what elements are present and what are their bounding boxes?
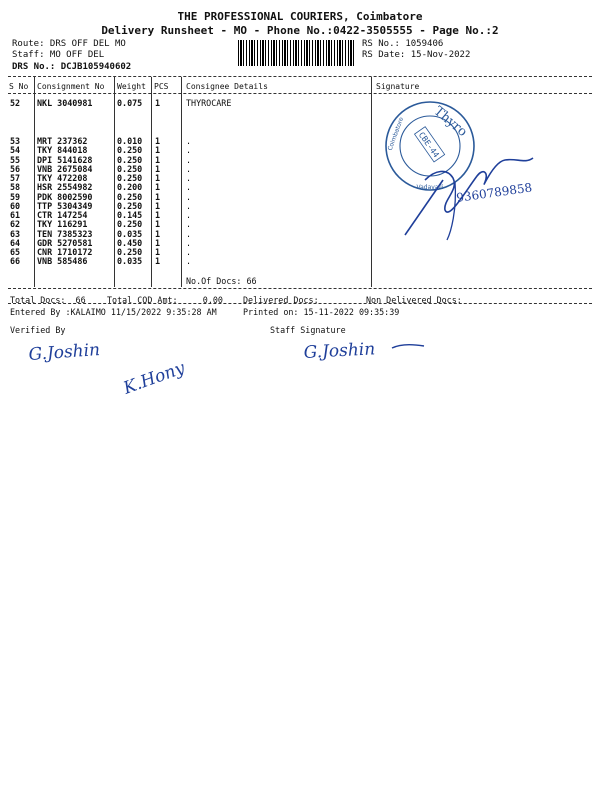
cell-sno: 65 (10, 247, 21, 257)
cell-consignment: TKY 472208 (37, 173, 88, 183)
column-header-signature: Signature (376, 82, 420, 91)
cell-sno: 55 (10, 154, 21, 165)
drs-number: DRS No.: DCJB105940602 (12, 62, 132, 72)
column-divider (371, 77, 372, 287)
cell-weight: 0.035 (117, 256, 143, 267)
column-header-consignee: Consignee Details (186, 82, 268, 91)
cell-consignee: . (186, 219, 192, 230)
rs-number: RS No.: 1059406 (362, 39, 444, 49)
stamp-lower-text: Vadavalli (416, 184, 444, 191)
cell-consignee: . (186, 256, 192, 267)
cell-consignee: . (186, 145, 192, 156)
cell-sno: 66 (10, 256, 21, 267)
rs-date: RS Date: 15-Nov-2022 (362, 50, 471, 60)
cell-consignee: . (186, 247, 192, 257)
column-divider (151, 77, 152, 287)
column-divider (181, 77, 182, 287)
staff-name: G.Joshin (303, 339, 376, 363)
cell-consignment: GDR 5270581 (37, 237, 93, 248)
cell-pcs: 1 (155, 136, 161, 146)
cell-consignment: DPI 5141628 (37, 154, 93, 165)
cell-consignment: HSR 2554982 (37, 182, 93, 193)
cell-sno: 64 (10, 237, 21, 248)
signature-phone: 9360789858 (455, 180, 534, 205)
cell-consignment: TKY 116291 (37, 219, 88, 230)
cell-consignee: . (186, 237, 192, 248)
cell-consignee: . (186, 173, 192, 183)
cell-weight: 0.250 (117, 219, 143, 230)
cell-sno: 52 (10, 98, 21, 108)
cell-consignee: . (186, 163, 192, 174)
cell-consignee: . (186, 136, 192, 146)
table-top-rule (8, 76, 592, 77)
cell-pcs: 1 (155, 145, 161, 156)
cell-pcs: 1 (155, 191, 161, 202)
cell-weight: 0.250 (117, 145, 143, 156)
cell-weight: 0.250 (117, 191, 143, 202)
verified-by-label: Verified By (10, 325, 66, 335)
cell-weight: 0.250 (117, 200, 143, 211)
stamp-brand: Thyro (430, 103, 470, 140)
verified-name: G.Joshin (27, 340, 101, 365)
cell-consignment: MRT 237362 (37, 136, 88, 146)
cell-weight: 0.450 (117, 237, 143, 248)
cell-pcs: 1 (155, 163, 161, 174)
cell-consignee: . (186, 200, 192, 211)
column-header-weight: Weight (117, 82, 146, 91)
cell-sno: 59 (10, 191, 21, 202)
cell-consignment: TTP 5304349 (37, 200, 93, 211)
cell-consignment: CNR 1710172 (37, 247, 93, 257)
cell-weight: 0.250 (117, 173, 143, 183)
cell-consignee: . (186, 210, 192, 220)
cell-consignment: VNB 585486 (37, 256, 88, 267)
cell-weight: 0.075 (117, 98, 143, 108)
column-header-sno: S No (9, 82, 29, 91)
cell-consignment: TKY 844018 (37, 145, 88, 156)
cell-consignee: THYROCARE (186, 98, 232, 108)
staff-label: Staff: MO OFF DEL (12, 50, 105, 60)
delivered-docs: Delivered Docs: (243, 295, 319, 305)
cell-weight: 0.200 (117, 182, 143, 193)
cell-pcs: 1 (155, 237, 161, 248)
cell-weight: 0.250 (117, 247, 143, 257)
cell-sno: 53 (10, 136, 21, 146)
cell-pcs: 1 (155, 228, 161, 239)
cell-sno: 58 (10, 182, 21, 193)
cell-consignment: TEN 7385323 (37, 228, 93, 239)
stamp-left-text: Coimbatore (386, 116, 406, 152)
cell-weight: 0.250 (117, 163, 143, 174)
cell-sno: 54 (10, 145, 21, 156)
column-divider (34, 77, 35, 287)
cell-sno: 62 (10, 219, 21, 230)
cell-consignment: NKL 3040981 (37, 98, 93, 108)
cell-consignee: . (186, 228, 192, 239)
staff-signature-label: Staff Signature (270, 325, 346, 335)
table-bottom-rule (8, 288, 592, 289)
entered-by: Entered By :KALAIMO 11/15/2022 9:35:28 AM (10, 307, 217, 317)
footer-rule (8, 303, 592, 304)
cell-pcs: 1 (155, 219, 161, 230)
barcode-image (238, 40, 356, 66)
cell-pcs: 1 (155, 182, 161, 193)
cell-sno: 56 (10, 163, 21, 174)
cell-pcs: 1 (155, 200, 161, 211)
printed-on: Printed on: 15-11-2022 09:35:39 (243, 307, 400, 317)
cell-sno: 63 (10, 228, 21, 239)
delivery-signature (385, 140, 575, 250)
column-header-consignment: Consignment No (37, 82, 105, 91)
cell-pcs: 1 (155, 98, 161, 108)
cell-sno: 61 (10, 210, 21, 220)
cell-weight: 0.250 (117, 154, 143, 165)
second-name: K.Hony (120, 358, 188, 399)
second-signature (120, 350, 230, 410)
column-header-pcs: PCS (154, 82, 169, 91)
cell-pcs: 1 (155, 256, 161, 267)
cell-pcs: 1 (155, 247, 161, 257)
page-subtitle: Delivery Runsheet - MO - Phone No.:0422-3505555 - Page No.:2 (101, 24, 499, 37)
page-title: THE PROFESSIONAL COURIERS, Coimbatore (177, 10, 423, 23)
route-label: Route: DRS OFF DEL MO (12, 39, 126, 49)
cell-sno: 57 (10, 173, 21, 183)
cell-weight: 0.010 (117, 136, 143, 146)
staff-signature (300, 332, 430, 372)
cell-consignee: . (186, 154, 192, 165)
cell-weight: 0.145 (117, 210, 143, 220)
non-delivered-docs: Non Delivered Docs: (366, 295, 462, 305)
stamp-code: CBE-44 (416, 130, 441, 160)
cell-pcs: 1 (155, 154, 161, 165)
cell-consignment: CTR 147254 (37, 210, 88, 220)
cell-consignee: . (186, 182, 192, 193)
cell-consignee: . (186, 191, 192, 202)
total-docs: Total Docs: 66 (10, 295, 86, 305)
cell-consignment: PDK 8002590 (37, 191, 93, 202)
cell-weight: 0.035 (117, 228, 143, 239)
cell-consignment: VNB 2675084 (37, 163, 93, 174)
cell-sno: 60 (10, 200, 21, 211)
cell-pcs: 1 (155, 210, 161, 220)
cell-pcs: 1 (155, 173, 161, 183)
total-cod: Total COD Amt: 0.00 (107, 295, 223, 305)
table-header-rule (8, 93, 592, 94)
docs-count: No.Of Docs: 66 (186, 276, 257, 286)
